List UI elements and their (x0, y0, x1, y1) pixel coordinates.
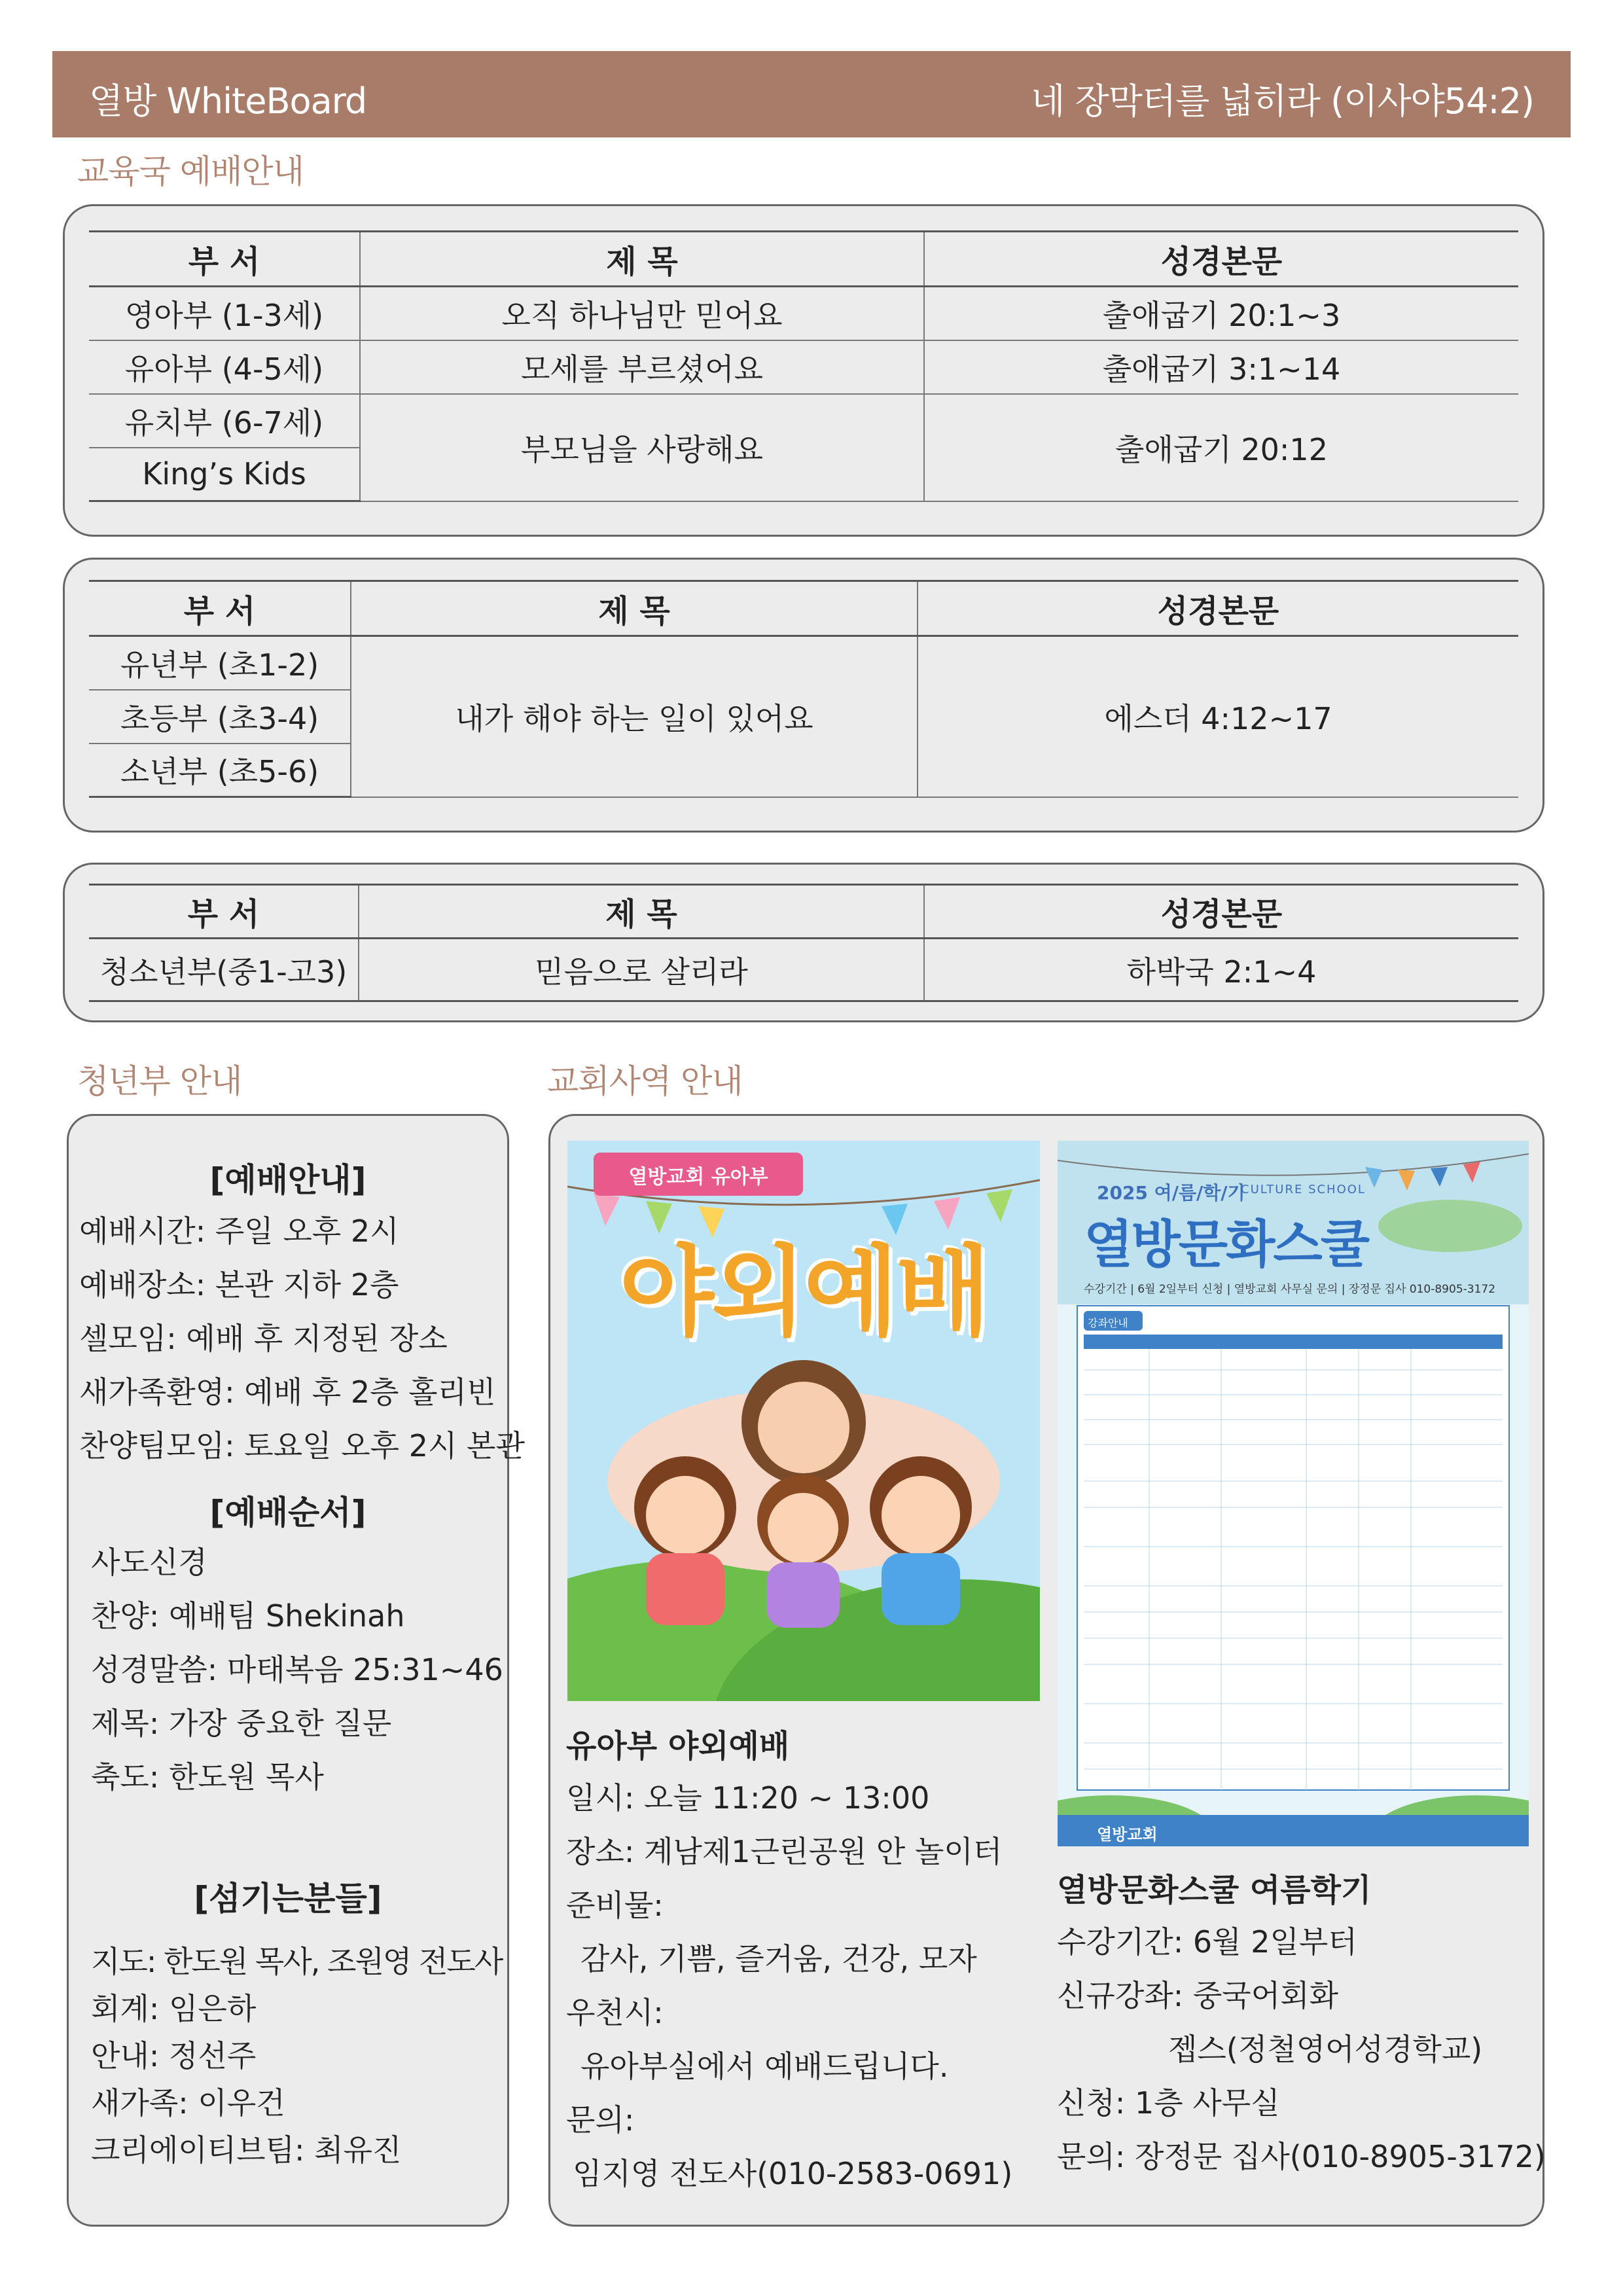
servers-line: 지도: 한도원 목사, 조원영 전도사 (91, 1944, 503, 1979)
title-cell: 믿음으로 살리라 (359, 939, 924, 1001)
culture-poster-info: 수강기간 | 6월 2일부터 신청 | 열방교회 사무실 문의 | 장정문 집사 010-8905-3172 (1084, 1283, 1496, 1296)
verse-cell: 하박국 2:1~4 (924, 939, 1518, 1001)
culture-line: 신규강좌: 중국어회화 (1057, 1978, 1339, 2013)
worship-line: 예배시간: 주일 오후 2시 (79, 1213, 399, 1249)
verse-cell: 에스더 4:12~17 (918, 636, 1518, 797)
table-row (89, 287, 1518, 340)
title-cell: 오직 하나님만 믿어요 (360, 287, 924, 340)
culture-title: 열방문화스쿨 여름학기 (1057, 1872, 1372, 1909)
table-row (89, 636, 1518, 690)
picnic-poster (567, 1141, 1040, 1701)
servers-heading: [섬기는분들] (194, 1880, 382, 1918)
col-header-verse: 성경본문 (918, 581, 1518, 636)
servers-line: 크리에이티브팀: 최유진 (91, 2132, 402, 2168)
header-bar (52, 51, 1571, 137)
picnic-poster-banner: 열방교회 유아부 (628, 1166, 768, 1189)
worship-order-heading: [예배순서] (209, 1494, 366, 1532)
worship-line: 새가족환영: 예배 후 2층 홀리빈 (79, 1374, 496, 1410)
picnic-line: 장소: 계남제1근린공원 안 놀이터 (566, 1834, 1003, 1869)
picnic-line: 우천시: (566, 1995, 664, 2030)
culture-line: 젭스(정철영어성경학교) (1168, 2032, 1483, 2067)
culture-poster-table-label: 강좌안내 (1088, 1317, 1128, 1329)
servers-line: 새가족: 이우건 (91, 2085, 285, 2121)
picnic-line: 임지영 전도사(010-2583-0691) (573, 2156, 1013, 2191)
dept-cell: 영아부 (1-3세) (89, 287, 360, 340)
col-header-dept: 부 서 (89, 581, 351, 636)
header-title: 열방 WhiteBoard (89, 81, 367, 122)
order-line: 축도: 한도원 목사 (91, 1759, 324, 1795)
picnic-poster-title: 야외예배 (619, 1236, 988, 1350)
col-header-dept: 부 서 (89, 232, 360, 287)
title-cell: 내가 해야 하는 일이 있어요 (351, 636, 918, 797)
worship-line: 셀모임: 예배 후 지정된 장소 (79, 1321, 448, 1356)
culture-line: 신청: 1층 사무실 (1057, 2085, 1280, 2121)
culture-poster-footer: 열방교회 (1097, 1825, 1158, 1844)
order-line: 성경말씀: 마태복음 25:31~46 (91, 1652, 503, 1687)
picnic-line: 유아부실에서 예배드립니다. (580, 2049, 949, 2084)
education-table-3 (89, 884, 1518, 1002)
culture-school-poster (1058, 1141, 1529, 1846)
order-line: 제목: 가장 중요한 질문 (91, 1706, 392, 1741)
picnic-title: 유아부 야외예배 (566, 1728, 790, 1765)
table-row (89, 340, 1518, 394)
youth-section-title: 청년부 안내 (77, 1062, 242, 1100)
servers-line: 안내: 정선주 (91, 2038, 257, 2073)
picnic-line: 문의: (566, 2102, 635, 2138)
worship-info-heading: [예배안내] (209, 1161, 366, 1199)
order-line: 찬양: 예배팀 Shekinah (91, 1598, 405, 1634)
dept-cell: 초등부 (초3-4) (89, 690, 351, 744)
picnic-line: 준비물: (566, 1888, 664, 1923)
church-news-box (548, 1114, 1544, 2227)
col-header-dept: 부 서 (89, 885, 359, 939)
education-table-1 (89, 230, 1518, 502)
verse-cell: 출애굽기 20:1~3 (924, 287, 1518, 340)
church-section-title: 교회사역 안내 (547, 1062, 743, 1100)
culture-line: 문의: 장정문 집사(010-8905-3172) (1057, 2139, 1546, 2174)
culture-poster-subtitle: CULTURE SCHOOL (1241, 1183, 1366, 1196)
col-header-verse: 성경본문 (924, 232, 1518, 287)
culture-line: 수강기간: 6월 2일부터 (1057, 1924, 1357, 1960)
worship-line: 예배장소: 본관 지하 2층 (79, 1267, 399, 1302)
dept-cell: 유치부 (6-7세) (89, 394, 360, 448)
verse-cell: 출애굽기 3:1~14 (924, 340, 1518, 394)
dept-cell: 유아부 (4-5세) (89, 340, 360, 394)
title-cell: 부모님을 사랑해요 (360, 394, 924, 501)
culture-poster-title: 열방문화스쿨 (1084, 1215, 1368, 1274)
culture-poster-year: 2025 여/름/학/기 (1097, 1182, 1245, 1204)
dept-cell: 유년부 (초1-2) (89, 636, 351, 690)
title-cell: 모세를 부르셨어요 (360, 340, 924, 394)
education-table-2 (89, 580, 1518, 798)
col-header-title: 제 목 (351, 581, 918, 636)
col-header-title: 제 목 (359, 885, 924, 939)
col-header-title: 제 목 (360, 232, 924, 287)
table-row (89, 394, 1518, 448)
verse-cell: 출애굽기 20:12 (924, 394, 1518, 501)
youth-info-box (67, 1114, 525, 2227)
picnic-line: 감사, 기쁨, 즐거움, 건강, 모자 (580, 1941, 977, 1977)
servers-line: 회계: 임은하 (91, 1991, 257, 2026)
dept-cell: 청소년부(중1-고3) (89, 939, 359, 1001)
col-header-verse: 성경본문 (924, 885, 1518, 939)
education-section-title: 교육국 예배안내 (77, 152, 304, 190)
picnic-line: 일시: 오늘 11:20 ~ 13:00 (566, 1780, 930, 1816)
header-verse: 네 장막터를 넓히라 (이사야54:2) (1031, 81, 1534, 122)
dept-cell: 소년부 (초5-6) (89, 744, 351, 797)
worship-line: 찬양팀모임: 토요일 오후 2시 본관 (79, 1428, 525, 1463)
dept-cell: King’s Kids (89, 448, 360, 501)
table-row (89, 939, 1518, 1001)
order-line: 사도신경 (91, 1545, 207, 1580)
